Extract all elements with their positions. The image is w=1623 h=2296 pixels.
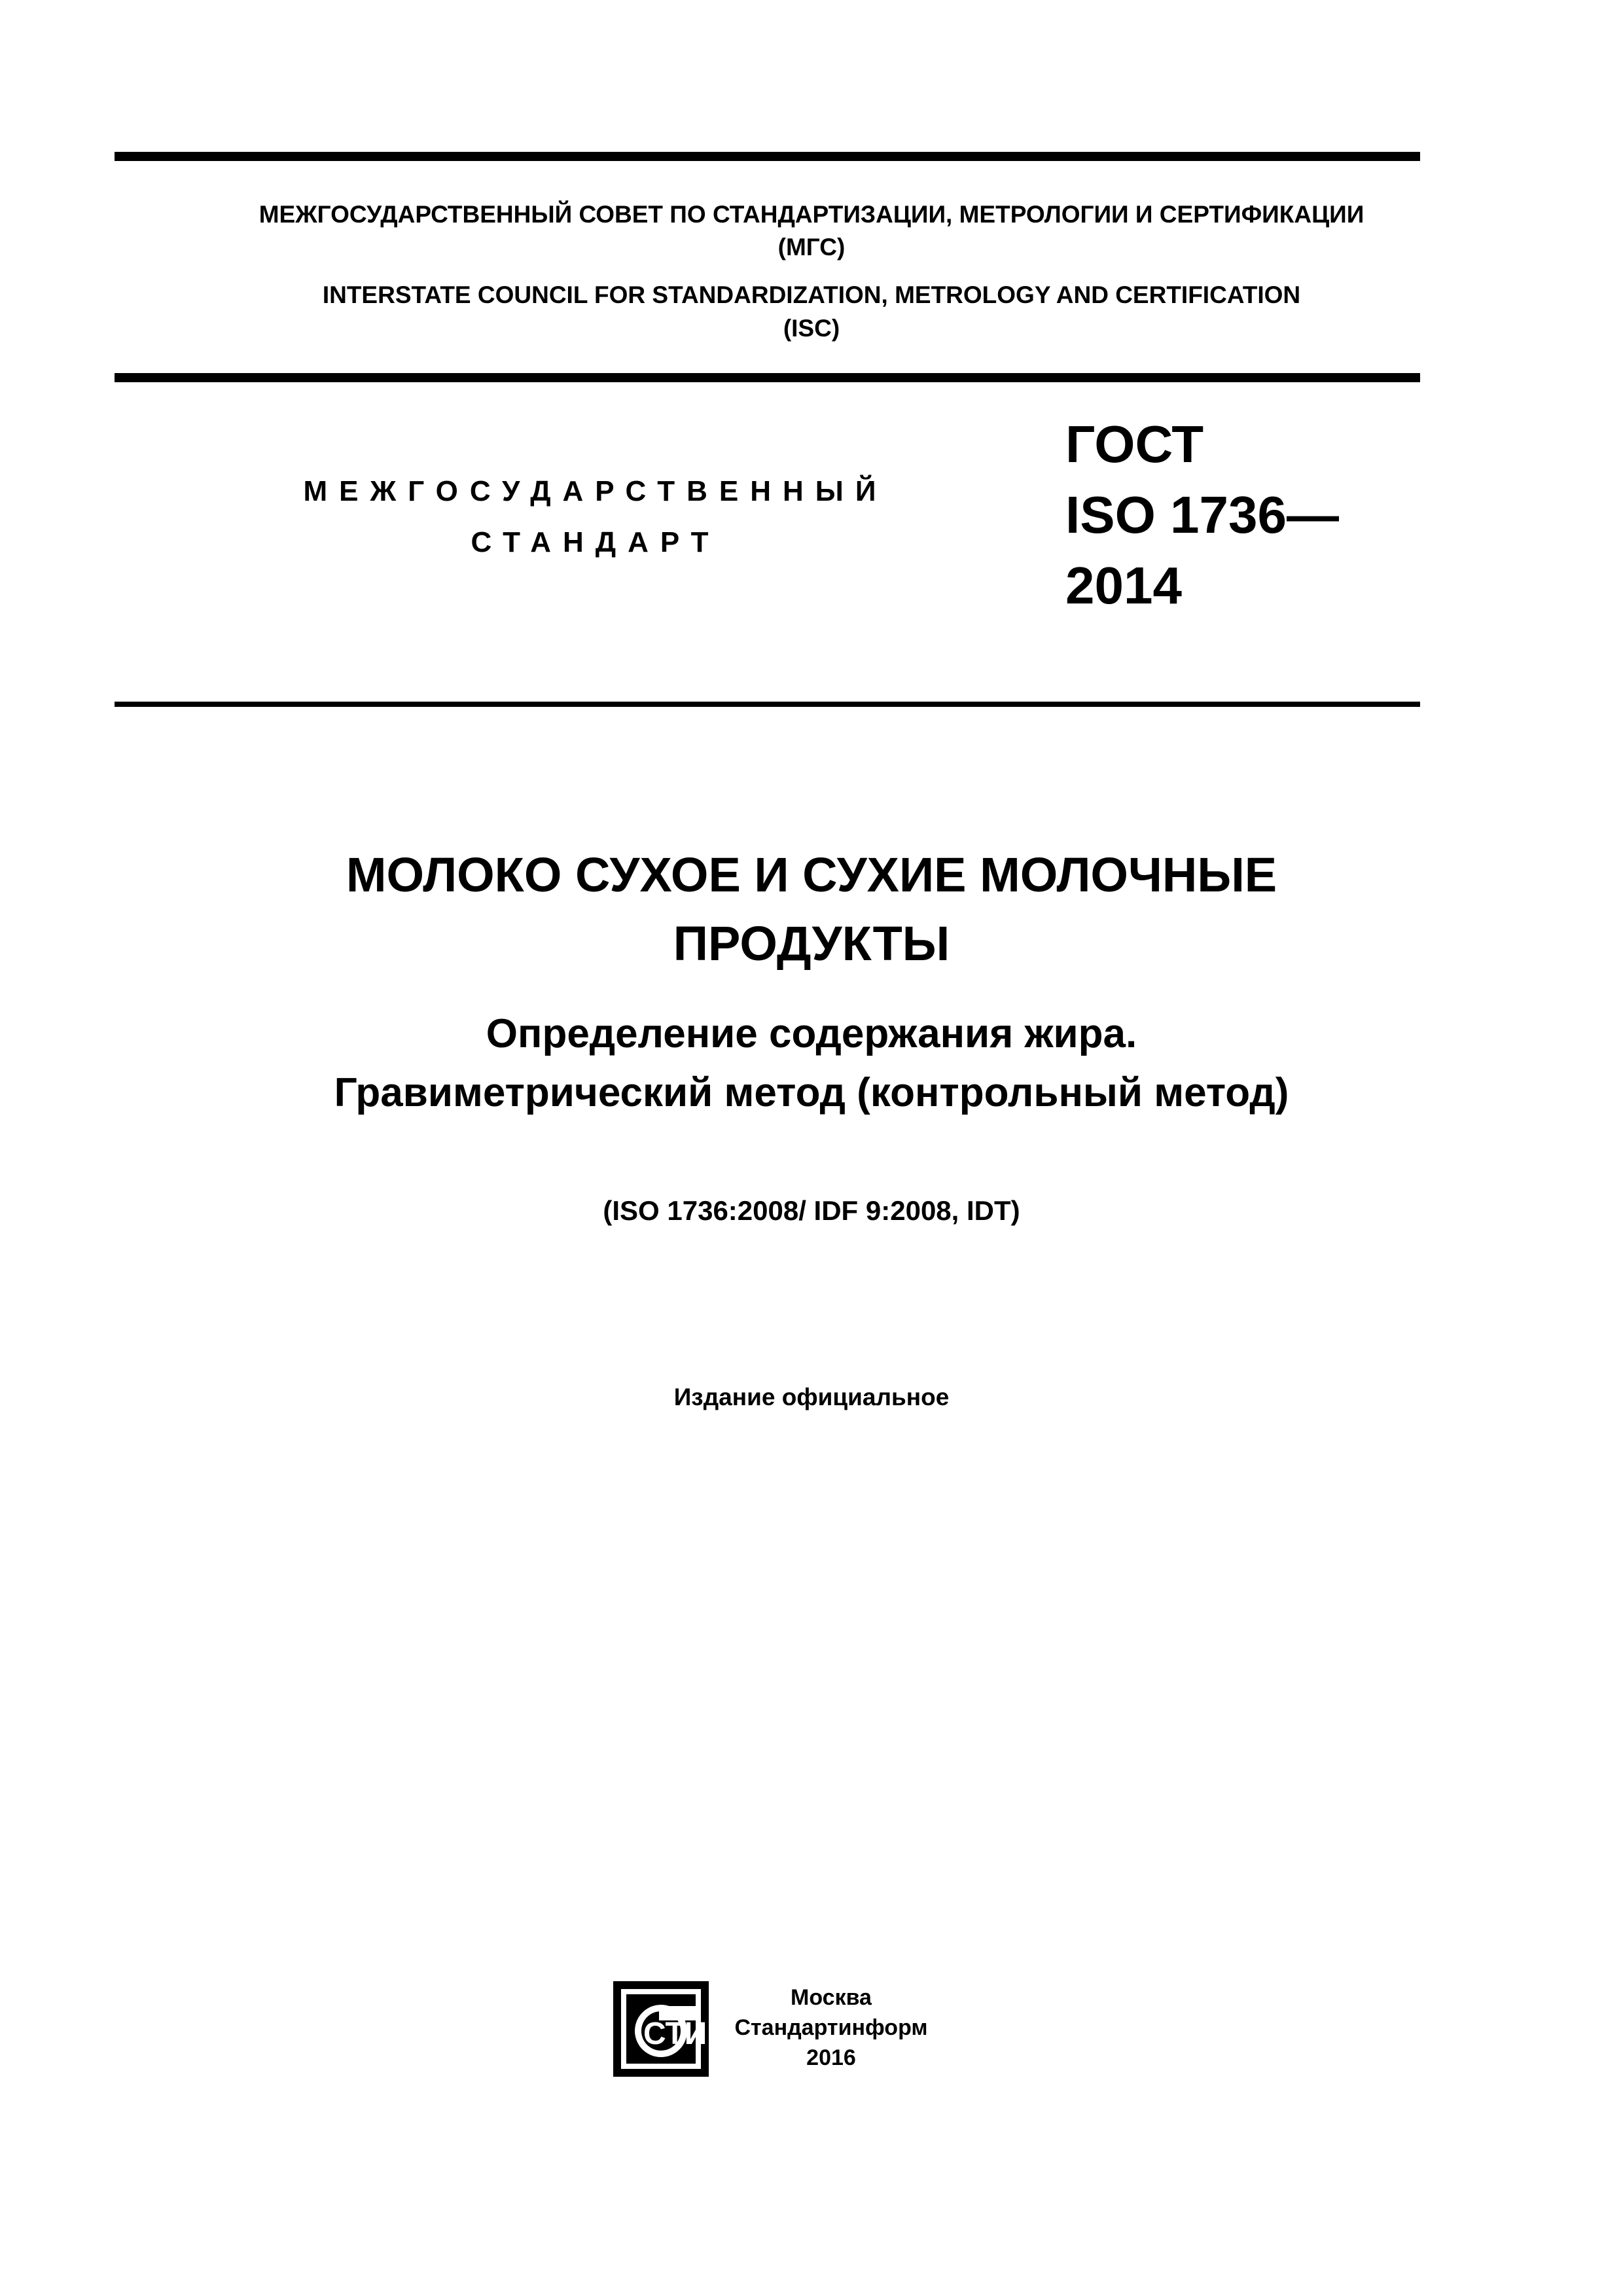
council-ru: МЕЖГОСУДАРСТВЕННЫЙ СОВЕТ ПО СТАНДАРТИЗАЦИИ, МЕТРОЛОГИИ И СЕРТИФИКАЦИИ xyxy=(259,201,1364,228)
main-title-line1: МОЛОКО СУХОЕ И СУХИЕ МОЛОЧНЫЕ xyxy=(346,848,1277,902)
header-rule xyxy=(115,373,1420,382)
subtitle-line1: Определение содержания жира. xyxy=(486,1011,1137,1056)
standard-designation xyxy=(1065,409,1339,621)
standard-type-line2: СТАНДАРТ xyxy=(471,526,721,558)
standartinform-logo-icon xyxy=(612,1980,710,2078)
publisher-city: Москва xyxy=(791,1985,872,2010)
council-en-abbr: (ISC) xyxy=(783,315,840,342)
designation-rule xyxy=(115,702,1420,707)
designation-line3: 2014 xyxy=(1065,556,1182,615)
iso-reference: (ISO 1736:2008/ IDF 9:2008, IDT) xyxy=(603,1195,1020,1226)
designation-line1: ГОСТ xyxy=(1065,415,1204,473)
standard-type-line1: МЕЖГОСУДАРСТВЕННЫЙ xyxy=(303,475,888,507)
designation-line2: ISO 1736— xyxy=(1065,486,1340,544)
publisher-year: 2016 xyxy=(806,2045,856,2070)
main-title-line2: ПРОДУКТЫ xyxy=(673,916,950,971)
publisher-name: Стандартинформ xyxy=(734,2015,928,2040)
top-rule xyxy=(115,152,1420,161)
subtitle-line2: Гравиметрический метод (контрольный метод) xyxy=(334,1070,1289,1115)
logo-letters: СТИ xyxy=(643,2017,707,2051)
council-en: INTERSTATE COUNCIL FOR STANDARDIZATION, METROLOGY AND CERTIFICATION xyxy=(322,281,1301,308)
edition-note: Издание официальное xyxy=(673,1384,950,1410)
council-ru-abbr: (МГС) xyxy=(777,234,846,260)
